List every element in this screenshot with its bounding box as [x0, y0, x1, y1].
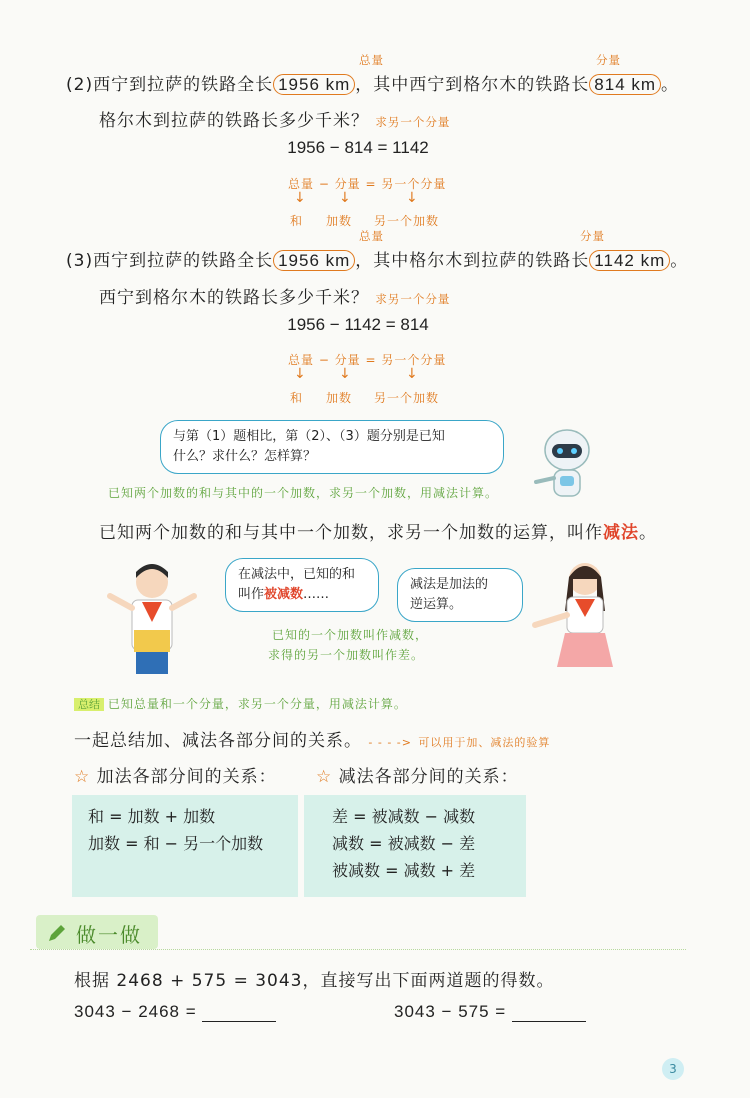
- title-text: 加法各部分间的关系：: [96, 767, 277, 787]
- relation-row: 加数 = 和 − 另一个加数: [88, 834, 264, 853]
- down-arrow-icon: ↓: [339, 190, 351, 206]
- exercise-1: [74, 1002, 276, 1022]
- girl-speech-bubble: [397, 568, 523, 622]
- relation-row: 和 = 加数 + 加数: [88, 807, 216, 826]
- bubble-line: 在减法中，已知的和: [238, 567, 356, 582]
- map-sum: 和: [290, 391, 304, 405]
- bubble-text: ……: [303, 587, 330, 602]
- statement-text: ，其中西宁到格尔木的铁路长: [355, 75, 590, 95]
- bubble-text: 叫作: [238, 587, 265, 602]
- exercise-2: [394, 1002, 586, 1022]
- down-arrow-icon: ↓: [294, 366, 306, 382]
- tag-total: 总量: [359, 53, 384, 67]
- relation-row: 减数 = 被减数 − 差: [332, 834, 476, 853]
- statement-text: 西宁到拉萨的铁路全长: [93, 75, 274, 95]
- map-addend: 加数: [326, 391, 353, 405]
- down-arrow-icon: ↓: [406, 190, 418, 206]
- map-sum: 和: [290, 214, 304, 228]
- relation-row: 差 = 被减数 − 减数: [332, 807, 476, 826]
- formula: 总量 − 分量 = 另一个分量: [288, 353, 447, 367]
- tag-part: 分量: [580, 229, 605, 243]
- question-3-ask: [99, 283, 450, 308]
- bubble-line: 减法是加法的: [410, 577, 489, 592]
- exercise-text: 3043 − 2468 =: [74, 1002, 197, 1021]
- map-other-addend: 另一个加数: [374, 391, 440, 405]
- bubble-line: 什么？求什么？怎样算？: [173, 449, 317, 464]
- hint-text: 求另一个分量: [375, 115, 451, 129]
- down-arrow-icon: ↓: [406, 366, 418, 382]
- note-line: 求得的另一个加数叫作差。: [268, 648, 425, 662]
- practice-title: 做一做: [76, 923, 142, 947]
- bubble-line: 与第（1）题相比，第（2）、（3）题分别是已知: [173, 429, 445, 444]
- bubble-line: 逆运算。: [410, 597, 463, 612]
- summary: [74, 695, 407, 712]
- answer-blank[interactable]: [512, 1007, 586, 1022]
- down-arrow-icon: ↓: [339, 366, 351, 382]
- hint-text: 求另一个分量: [375, 292, 451, 306]
- map-other-addend: 另一个加数: [374, 214, 440, 228]
- question-label: (2): [66, 75, 94, 95]
- intro-arrow: - - - ->: [368, 736, 412, 749]
- summary-text: 已知总量和一个分量，求另一个分量，用减法计算。: [107, 697, 407, 711]
- sub-relations-box: [304, 795, 526, 897]
- question-2-statement: [66, 70, 679, 95]
- equation: 1956 − 1142 = 814: [287, 315, 429, 334]
- relation-row: 被减数 = 减数 + 差: [332, 861, 476, 880]
- definition-text: 已知两个加数的和与其中一个加数，求另一个加数的运算，叫作: [99, 523, 603, 543]
- star-icon: ☆: [316, 767, 333, 787]
- definition-text: 。: [639, 523, 657, 543]
- sub-relations-title: [316, 762, 519, 787]
- statement-text: 。: [670, 251, 689, 271]
- statement-text: 西宁到拉萨的铁路全长: [93, 251, 274, 271]
- map-addend: 加数: [326, 214, 353, 228]
- page-number: 3: [662, 1058, 684, 1080]
- answer-blank[interactable]: [202, 1007, 276, 1022]
- robot-speech-bubble: [160, 420, 504, 474]
- exercise-text: 3043 − 575 =: [394, 1002, 507, 1021]
- down-arrow-icon: ↓: [294, 190, 306, 206]
- pencil-icon: [46, 922, 68, 944]
- add-relations-box: [72, 795, 298, 897]
- star-icon: ☆: [74, 767, 91, 787]
- question-label: (3): [66, 251, 94, 271]
- part-circled: 1142 km: [589, 250, 670, 271]
- bubble-line: [238, 585, 366, 605]
- question-text: 西宁到格尔木的铁路长多少千米？: [99, 288, 369, 308]
- statement-text: 。: [661, 75, 680, 95]
- practice-instruction: 根据 2468 + 575 = 3043，直接写出下面两道题的得数。: [74, 971, 555, 991]
- intro-note: 可以用于加、减法的验算: [418, 736, 551, 749]
- term-minuend: 被减数: [264, 587, 304, 602]
- definition: [99, 518, 657, 543]
- summary-tag: 总结: [74, 698, 104, 711]
- robot-answer: 已知两个加数的和与其中的一个加数，求另一个加数，用减法计算。: [108, 486, 499, 500]
- note-line: 已知的一个加数叫作减数，: [272, 628, 429, 642]
- tag-total: 总量: [359, 229, 384, 243]
- question-2-ask: [99, 106, 450, 131]
- question-text: 格尔木到拉萨的铁路长多少千米？: [99, 111, 369, 131]
- formula: 总量 − 分量 = 另一个分量: [288, 177, 447, 191]
- total-circled: 1956 km: [273, 250, 355, 271]
- robot-icon: [530, 420, 604, 500]
- question-3-statement: [66, 246, 688, 271]
- tag-part: 分量: [596, 53, 621, 67]
- add-relations-title: [74, 762, 277, 787]
- boy-speech-bubble: [225, 558, 379, 612]
- girl-icon: [525, 555, 625, 675]
- practice-header: [36, 915, 158, 949]
- title-text: 减法各部分间的关系：: [338, 767, 519, 787]
- total-circled: 1956 km: [273, 74, 355, 95]
- intro-text: 一起总结加、减法各部分间的关系。: [74, 731, 362, 751]
- relations-intro: [74, 726, 550, 751]
- equation: 1956 − 814 = 1142: [287, 138, 429, 157]
- statement-text: ，其中格尔木到拉萨的铁路长: [355, 251, 590, 271]
- part-circled: 814 km: [589, 74, 661, 95]
- practice-divider: [30, 949, 686, 950]
- boy-icon: [100, 560, 205, 675]
- definition-term: 减法: [603, 523, 639, 543]
